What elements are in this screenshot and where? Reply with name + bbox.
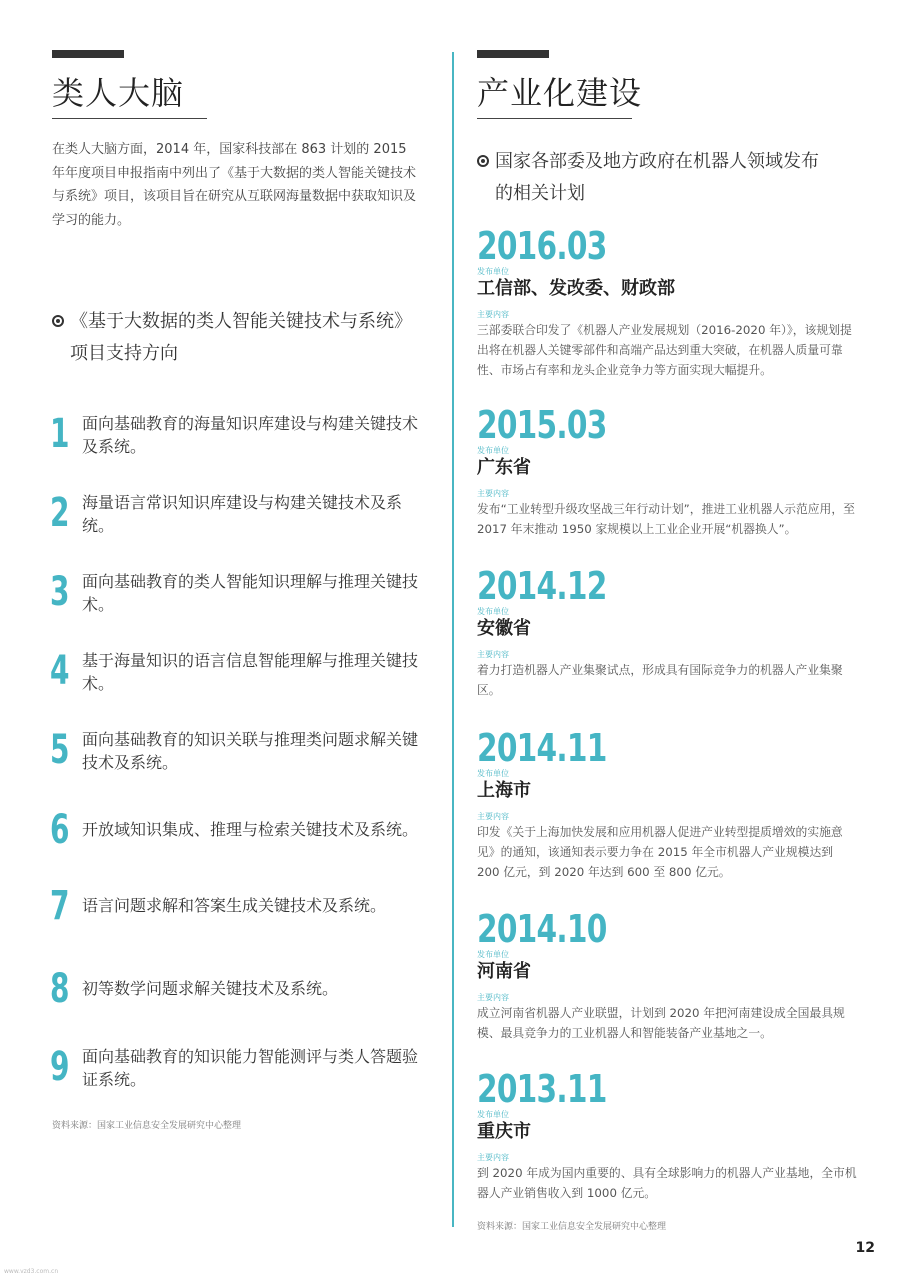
item-text: 基于海量知识的语言信息智能理解与推理关键技术。: [82, 651, 419, 693]
item-text: 面向基础教育的知识关联与推理类问题求解关键技术及系统。: [82, 730, 419, 772]
publisher-tag: 发布单位: [477, 607, 509, 616]
entry-publisher: 河南省: [477, 961, 531, 982]
entry-year: 2016.03: [477, 224, 607, 268]
entry-description: 发布“工业转型升级攻坚战三年行动计划”，推进工业机器人示范应用，至 2017 年末推动 1950 家规模以上工业企业开展“机器换人”。: [477, 502, 855, 536]
item-number: 5: [50, 727, 70, 773]
item-text: 初等数学问题求解关键技术及系统。: [82, 979, 339, 998]
watermark: www.vzd3.com.cn: [4, 1268, 59, 1275]
item-number: 3: [50, 569, 70, 615]
timeline-entry: [477, 907, 867, 1043]
item-number: 4: [50, 648, 70, 694]
left-subheading-line1: 《基于大数据的类人智能关键技术与系统》: [70, 311, 412, 332]
item-number: 8: [50, 966, 70, 1012]
right-subheading: [477, 146, 877, 210]
item-number: 2: [50, 490, 70, 536]
entry-year: 2015.03: [477, 403, 607, 447]
entry-publisher: 安徽省: [477, 618, 531, 639]
page-number: 12: [855, 1240, 875, 1256]
right-subheading-line2: 的相关计划: [495, 183, 585, 204]
list-item: [50, 967, 430, 1017]
left-intro-paragraph: 在类人大脑方面，2014 年，国家科技部在 863 计划的 2015 年年度项目申报指南中列出了《基于大数据的类人智能关键技术与系统》项目，该项目旨在研究从互联网海量数据中获取知识及学习的能力。: [52, 142, 417, 228]
column-divider: [452, 52, 454, 1227]
item-number: 1: [50, 411, 70, 457]
item-text: 面向基础教育的海量知识库建设与构建关键技术及系统。: [82, 414, 419, 456]
left-subheading: [52, 306, 432, 370]
item-text: 面向基础教育的知识能力智能测评与类人答题验证系统。: [82, 1047, 419, 1089]
right-title-bar: [477, 50, 549, 58]
entry-description: 印发《关于上海加快发展和应用机器人促进产业转型提质增效的实施意见》的通知，该通知表示要力争在 2015 年全市机器人产业规模达到 200 亿元，到 2020 年达到 600 至 800 亿元。: [477, 825, 843, 879]
timeline-entry: [477, 403, 867, 539]
list-item: [50, 728, 430, 778]
publisher-tag: 发布单位: [477, 769, 509, 778]
item-number: 9: [50, 1044, 70, 1090]
timeline-entry: [477, 1067, 867, 1203]
right-subheading-line1: 国家各部委及地方政府在机器人领域发布: [495, 151, 819, 172]
list-item: [50, 491, 430, 541]
content-tag: 主要内容: [477, 812, 509, 821]
entry-publisher: 广东省: [477, 457, 531, 478]
left-title-bar: [52, 50, 124, 58]
item-number: 6: [50, 807, 70, 853]
entry-description: 到 2020 年成为国内重要的、具有全球影响力的机器人产业基地，全市机器人产业销售收入到 1000 亿元。: [477, 1166, 857, 1200]
bullet-icon: [477, 155, 489, 167]
content-tag: 主要内容: [477, 489, 509, 498]
item-text: 语言问题求解和答案生成关键技术及系统。: [82, 896, 387, 915]
item-text: 面向基础教育的类人智能知识理解与推理关键技术。: [82, 572, 419, 614]
content-tag: 主要内容: [477, 993, 509, 1002]
left-source-note: 资料来源：国家工业信息安全发展研究中心整理: [52, 1121, 242, 1131]
bullet-icon: [52, 315, 64, 327]
content-tag: 主要内容: [477, 310, 509, 319]
content-tag: 主要内容: [477, 1153, 509, 1162]
timeline-entry: [477, 564, 867, 700]
entry-year: 2013.11: [477, 1067, 607, 1111]
item-text: 开放域知识集成、推理与检索关键技术及系统。: [82, 820, 419, 839]
publisher-tag: 发布单位: [477, 950, 509, 959]
left-subheading-line2: 项目支持方向: [70, 343, 178, 364]
entry-description: 成立河南省机器人产业联盟，计划到 2020 年把河南建设成全国最具规模、最具竞争力的工业机器人和智能装备产业基地之一。: [477, 1006, 845, 1040]
entry-publisher: 工信部、发改委、财政部: [477, 278, 675, 299]
left-title-rule: [52, 118, 207, 119]
publisher-tag: 发布单位: [477, 1110, 509, 1119]
entry-year: 2014.11: [477, 726, 607, 770]
timeline-entry: [477, 726, 867, 882]
entry-description: 三部委联合印发了《机器人产业发展规划（2016-2020 年）》，该规划提出将在机器人关键零部件和高端产品达到重大突破，在机器人质量可靠性、市场占有率和龙头企业竞争力等方面实现大幅提升。: [477, 323, 852, 377]
right-title-rule: [477, 118, 632, 119]
list-item: [50, 1045, 430, 1095]
publisher-tag: 发布单位: [477, 446, 509, 455]
list-item: [50, 808, 430, 858]
entry-publisher: 上海市: [477, 780, 531, 801]
entry-description: 着力打造机器人产业集聚试点，形成具有国际竞争力的机器人产业集聚区。: [477, 663, 843, 697]
content-tag: 主要内容: [477, 650, 509, 659]
entry-year: 2014.10: [477, 907, 607, 951]
list-item: [50, 412, 430, 462]
list-item: [50, 884, 430, 934]
publisher-tag: 发布单位: [477, 267, 509, 276]
item-number: 7: [50, 883, 70, 929]
timeline-entry: [477, 224, 867, 380]
item-text: 海量语言常识知识库建设与构建关键技术及系统。: [82, 493, 403, 535]
list-item: [50, 570, 430, 620]
entry-publisher: 重庆市: [477, 1121, 531, 1142]
right-source-note: 资料来源：国家工业信息安全发展研究中心整理: [477, 1222, 667, 1232]
left-section-title: 类人大脑: [52, 74, 185, 112]
entry-year: 2014.12: [477, 564, 607, 608]
list-item: [50, 649, 430, 699]
right-section-title: 产业化建设: [477, 74, 643, 112]
